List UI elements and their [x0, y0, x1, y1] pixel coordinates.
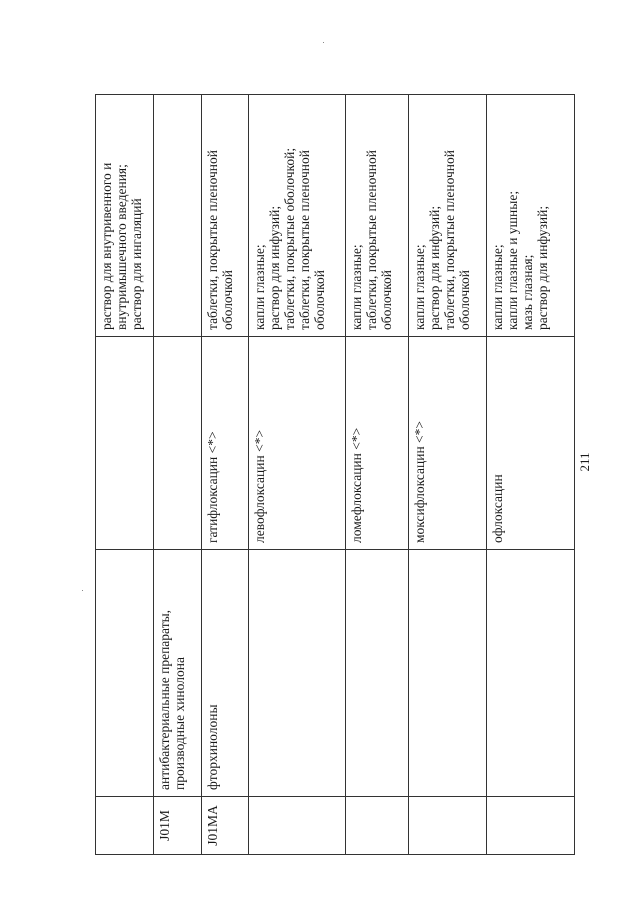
table-row — [249, 95, 346, 855]
atc-code-cell — [346, 797, 408, 855]
scan-speck — [323, 42, 324, 43]
drug-name-cell — [154, 337, 202, 550]
dosage-form-line: капли глазные; — [349, 244, 365, 330]
scan-speck — [82, 590, 83, 591]
group-cell: фторхинолоны — [202, 550, 249, 797]
dosage-form-line: раствор для ингаляций — [129, 198, 144, 330]
dosage-form-cell — [486, 95, 574, 337]
dosage-form-line: таблетки, покрытые пленочной оболочкой — [297, 149, 328, 330]
table-row — [154, 95, 202, 855]
group-cell: антибактериальные препараты, производные хинолона — [154, 550, 202, 797]
group-cell — [486, 550, 574, 797]
drug-name-cell: офлоксацин — [486, 337, 574, 550]
group-cell — [408, 550, 486, 797]
dosage-form-line: таблетки, покрытые оболочкой; — [282, 147, 298, 330]
dosage-form-cell — [96, 95, 154, 337]
dosage-form-line: раствор для внутривенного и — [99, 162, 114, 330]
dosage-form-line: раствор для инфузий; — [267, 205, 283, 330]
dosage-form-line: раствор для инфузий; — [426, 205, 442, 330]
table-row — [202, 95, 249, 855]
atc-code-cell — [249, 797, 346, 855]
dosage-form-cell — [154, 95, 202, 337]
drug-name-cell: гатифлоксацин <*> — [202, 337, 249, 550]
atc-code-cell — [408, 797, 486, 855]
dosage-form-line: таблетки, покрытые пленочной оболочкой — [205, 149, 236, 330]
drug-name-cell: ломефлоксацин <*> — [346, 337, 408, 550]
atc-code-cell: J01MA — [202, 797, 249, 855]
page-number: 211 — [577, 452, 592, 472]
table-row — [486, 95, 574, 855]
dosage-form-cell — [346, 95, 408, 337]
dosage-form-line: таблетки, покрытые пленочной оболочкой — [441, 149, 472, 330]
table-row — [408, 95, 486, 855]
atc-code-cell: J01M — [154, 797, 202, 855]
dosage-form-line: раствор для инфузий; — [534, 205, 550, 330]
table-row — [346, 95, 408, 855]
table-row — [96, 95, 154, 855]
dosage-form-cell — [249, 95, 346, 337]
atc-code-cell — [486, 797, 574, 855]
dosage-form-line: внутримышечного введения; — [114, 164, 129, 330]
atc-code-cell — [96, 797, 154, 855]
drug-name-cell: моксифлоксацин <*> — [408, 337, 486, 550]
drug-name-cell: левофлоксацин <*> — [249, 337, 346, 550]
rotated-table-wrapper — [95, 95, 575, 855]
dosage-form-line: капли глазные; — [252, 244, 268, 330]
group-cell — [96, 550, 154, 797]
group-cell — [249, 550, 346, 797]
dosage-form-cell — [408, 95, 486, 337]
dosage-form-line: капли глазные и ушные; — [504, 190, 520, 330]
dosage-form-line: мазь глазная; — [519, 254, 535, 330]
dosage-form-line: капли глазные; — [489, 244, 505, 330]
drug-name-cell — [96, 337, 154, 550]
dosage-form-cell — [202, 95, 249, 337]
group-cell — [346, 550, 408, 797]
drug-table — [95, 94, 575, 855]
dosage-form-line: капли глазные; — [411, 244, 427, 330]
dosage-form-line: таблетки, покрытые пленочной оболочкой — [364, 149, 395, 330]
